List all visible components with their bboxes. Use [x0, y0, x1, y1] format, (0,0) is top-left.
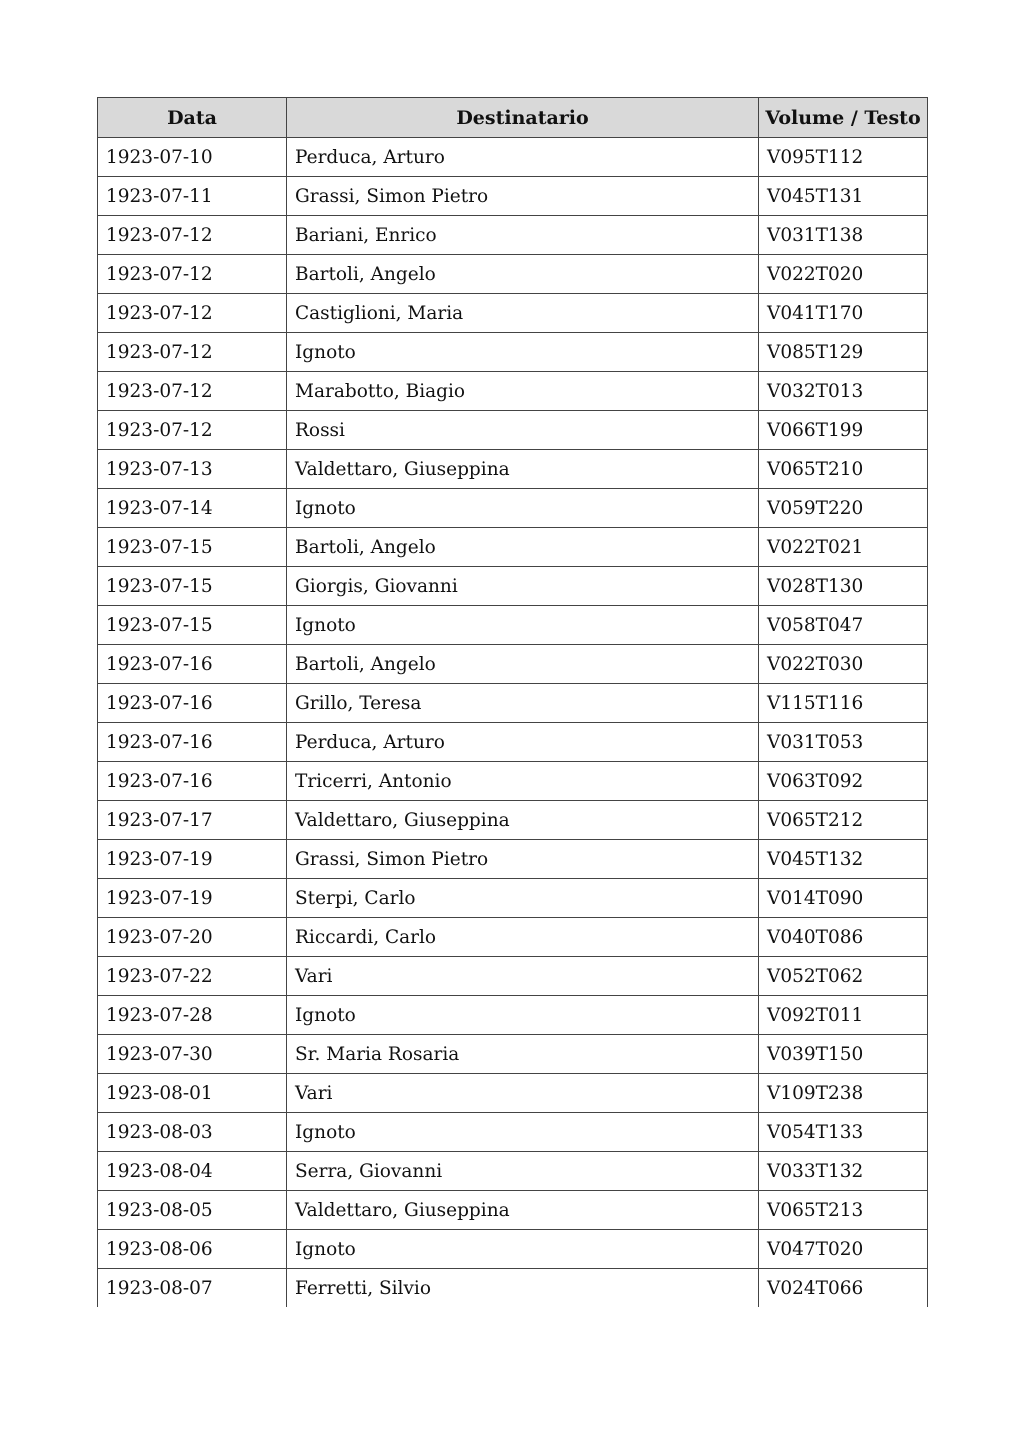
table-row — [98, 606, 928, 645]
cell-date: 1923-07-16 — [98, 762, 287, 801]
cell-volume-text: V022T030 — [759, 645, 928, 684]
table-row — [98, 1113, 928, 1152]
cell-date: 1923-08-01 — [98, 1074, 287, 1113]
cell-volume-text: V032T013 — [759, 372, 928, 411]
cell-recipient: Giorgis, Giovanni — [287, 567, 759, 606]
cell-volume-text: V022T021 — [759, 528, 928, 567]
cell-date: 1923-07-14 — [98, 489, 287, 528]
cell-recipient: Ignoto — [287, 1113, 759, 1152]
table-row — [98, 294, 928, 333]
table-row — [98, 216, 928, 255]
table-row — [98, 255, 928, 294]
cell-recipient: Marabotto, Biagio — [287, 372, 759, 411]
letters-table — [97, 97, 928, 1307]
cell-recipient: Ignoto — [287, 1230, 759, 1269]
table-row — [98, 138, 928, 177]
cell-volume-text: V092T011 — [759, 996, 928, 1035]
table-row — [98, 1191, 928, 1230]
table-row — [98, 840, 928, 879]
cell-volume-text: V058T047 — [759, 606, 928, 645]
cell-recipient: Vari — [287, 1074, 759, 1113]
cell-date: 1923-07-12 — [98, 216, 287, 255]
column-header-destinatario: Destinatario — [287, 98, 759, 138]
cell-volume-text: V028T130 — [759, 567, 928, 606]
cell-date: 1923-07-12 — [98, 255, 287, 294]
table-row — [98, 684, 928, 723]
cell-recipient: Valdettaro, Giuseppina — [287, 1191, 759, 1230]
cell-volume-text: V065T213 — [759, 1191, 928, 1230]
cell-recipient: Ignoto — [287, 333, 759, 372]
cell-date: 1923-07-16 — [98, 684, 287, 723]
cell-volume-text: V115T116 — [759, 684, 928, 723]
cell-date: 1923-07-12 — [98, 411, 287, 450]
cell-volume-text: V022T020 — [759, 255, 928, 294]
cell-volume-text: V085T129 — [759, 333, 928, 372]
table-row — [98, 450, 928, 489]
cell-recipient: Ignoto — [287, 606, 759, 645]
cell-volume-text: V054T133 — [759, 1113, 928, 1152]
cell-volume-text: V033T132 — [759, 1152, 928, 1191]
cell-volume-text: V045T132 — [759, 840, 928, 879]
table-row — [98, 1152, 928, 1191]
cell-recipient: Bartoli, Angelo — [287, 528, 759, 567]
cell-recipient: Sterpi, Carlo — [287, 879, 759, 918]
table-row — [98, 996, 928, 1035]
cell-recipient: Rossi — [287, 411, 759, 450]
cell-recipient: Grassi, Simon Pietro — [287, 177, 759, 216]
cell-recipient: Bartoli, Angelo — [287, 255, 759, 294]
cell-date: 1923-07-20 — [98, 918, 287, 957]
cell-date: 1923-08-05 — [98, 1191, 287, 1230]
table-row — [98, 918, 928, 957]
table-row — [98, 723, 928, 762]
cell-date: 1923-08-04 — [98, 1152, 287, 1191]
table-row — [98, 567, 928, 606]
table-row — [98, 333, 928, 372]
cell-recipient: Grillo, Teresa — [287, 684, 759, 723]
cell-volume-text: V024T066 — [759, 1269, 928, 1308]
cell-date: 1923-08-07 — [98, 1269, 287, 1308]
table-row — [98, 411, 928, 450]
cell-recipient: Valdettaro, Giuseppina — [287, 450, 759, 489]
header-row — [98, 98, 928, 138]
column-header-data: Data — [98, 98, 287, 138]
cell-volume-text: V065T212 — [759, 801, 928, 840]
cell-volume-text: V014T090 — [759, 879, 928, 918]
cell-date: 1923-08-03 — [98, 1113, 287, 1152]
cell-date: 1923-07-19 — [98, 879, 287, 918]
table-body — [98, 138, 928, 1308]
cell-date: 1923-07-12 — [98, 333, 287, 372]
cell-volume-text: V031T053 — [759, 723, 928, 762]
cell-date: 1923-08-06 — [98, 1230, 287, 1269]
letters-table-container — [97, 97, 927, 1307]
table-row — [98, 1074, 928, 1113]
cell-volume-text: V066T199 — [759, 411, 928, 450]
cell-volume-text: V109T238 — [759, 1074, 928, 1113]
cell-date: 1923-07-12 — [98, 372, 287, 411]
cell-date: 1923-07-10 — [98, 138, 287, 177]
cell-volume-text: V047T020 — [759, 1230, 928, 1269]
cell-date: 1923-07-13 — [98, 450, 287, 489]
cell-date: 1923-07-28 — [98, 996, 287, 1035]
cell-date: 1923-07-16 — [98, 723, 287, 762]
table-row — [98, 372, 928, 411]
table-row — [98, 801, 928, 840]
cell-volume-text: V045T131 — [759, 177, 928, 216]
cell-recipient: Tricerri, Antonio — [287, 762, 759, 801]
cell-volume-text: V041T170 — [759, 294, 928, 333]
cell-volume-text: V095T112 — [759, 138, 928, 177]
table-row — [98, 1269, 928, 1308]
cell-date: 1923-07-30 — [98, 1035, 287, 1074]
cell-date: 1923-07-19 — [98, 840, 287, 879]
table-row — [98, 957, 928, 996]
cell-recipient: Grassi, Simon Pietro — [287, 840, 759, 879]
cell-date: 1923-07-16 — [98, 645, 287, 684]
cell-recipient: Valdettaro, Giuseppina — [287, 801, 759, 840]
table-row — [98, 762, 928, 801]
cell-date: 1923-07-11 — [98, 177, 287, 216]
cell-recipient: Ignoto — [287, 489, 759, 528]
cell-recipient: Castiglioni, Maria — [287, 294, 759, 333]
cell-volume-text: V040T086 — [759, 918, 928, 957]
cell-recipient: Bariani, Enrico — [287, 216, 759, 255]
table-header — [98, 98, 928, 138]
table-row — [98, 489, 928, 528]
cell-volume-text: V039T150 — [759, 1035, 928, 1074]
table-row — [98, 1230, 928, 1269]
cell-volume-text: V063T092 — [759, 762, 928, 801]
cell-date: 1923-07-15 — [98, 567, 287, 606]
cell-recipient: Sr. Maria Rosaria — [287, 1035, 759, 1074]
cell-recipient: Bartoli, Angelo — [287, 645, 759, 684]
cell-volume-text: V031T138 — [759, 216, 928, 255]
cell-recipient: Ignoto — [287, 996, 759, 1035]
cell-recipient: Perduca, Arturo — [287, 723, 759, 762]
table-row — [98, 645, 928, 684]
table-row — [98, 177, 928, 216]
table-row — [98, 528, 928, 567]
cell-recipient: Serra, Giovanni — [287, 1152, 759, 1191]
cell-date: 1923-07-15 — [98, 606, 287, 645]
cell-date: 1923-07-15 — [98, 528, 287, 567]
cell-date: 1923-07-12 — [98, 294, 287, 333]
cell-date: 1923-07-17 — [98, 801, 287, 840]
cell-date: 1923-07-22 — [98, 957, 287, 996]
cell-recipient: Vari — [287, 957, 759, 996]
cell-volume-text: V059T220 — [759, 489, 928, 528]
table-row — [98, 879, 928, 918]
cell-volume-text: V052T062 — [759, 957, 928, 996]
cell-recipient: Ferretti, Silvio — [287, 1269, 759, 1308]
table-row — [98, 1035, 928, 1074]
column-header-volume-testo: Volume / Testo — [759, 98, 928, 138]
cell-recipient: Riccardi, Carlo — [287, 918, 759, 957]
cell-recipient: Perduca, Arturo — [287, 138, 759, 177]
cell-volume-text: V065T210 — [759, 450, 928, 489]
